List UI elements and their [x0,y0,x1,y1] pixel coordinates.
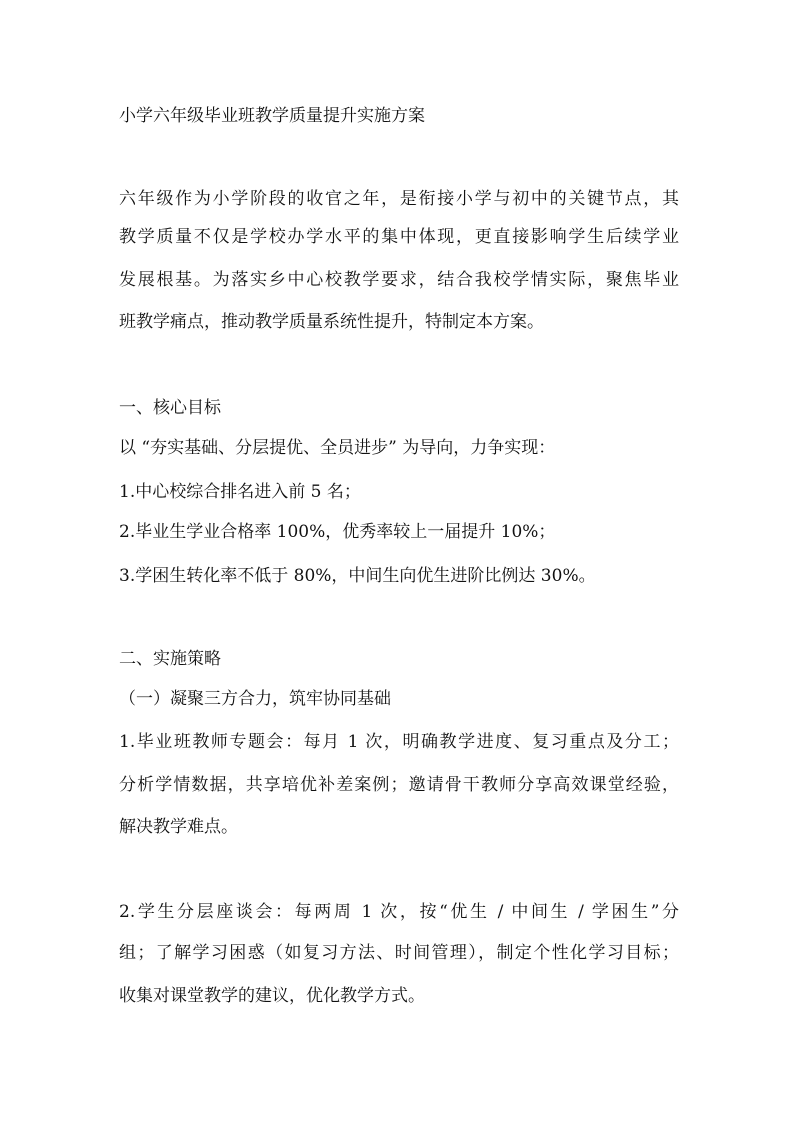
strategy-1-line-2: 分析学情数据，共享培优补差案例；邀请骨干教师分享高效课堂经验， [119,775,679,795]
strategy-2-line-2: 组；了解学习困惑（如复习方法、时间管理），制定个性化学习目标； [119,943,679,963]
intro-line-1: 六年级作为小学阶段的收官之年，是衔接小学与初中的关键节点，其 [119,189,679,209]
strategy-2-line-1: 2.学生分层座谈会：每两周 1 次，按“优生 / 中间生 / 学困生”分 [119,902,679,922]
section-2-heading: 二、实施策略 [119,649,221,669]
intro-line-3: 发展根基。为落实乡中心校教学要求，结合我校学情实际，聚焦毕业 [119,270,679,290]
strategy-2-line-3: 收集对课堂教学的建议，优化教学方式。 [119,986,425,1006]
section-1-lead: 以 “夯实基础、分层提优、全员进步” 为导向，力争实现： [119,438,556,458]
goal-item-3: 3.学困生转化率不低于 80%，中间生向优生进阶比例达 30%。 [119,566,596,586]
document-title: 小学六年级毕业班教学质量提升实施方案 [119,106,425,126]
strategy-1-line-1: 1.毕业班教师专题会：每月 1 次，明确教学进度、复习重点及分工； [119,732,679,752]
goal-item-2: 2.毕业生学业合格率 100%，优秀率较上一届提升 10%； [119,522,556,542]
goal-item-1: 1.中心校综合排名进入前 5 名； [119,482,361,502]
section-1-heading: 一、核心目标 [119,398,221,418]
strategy-1-line-3: 解决教学难点。 [119,817,238,837]
section-2-subheading: （一）凝聚三方合力，筑牢协同基础 [119,689,391,709]
intro-line-2: 教学质量不仅是学校办学水平的集中体现，更直接影响学生后续学业 [119,227,679,247]
intro-line-4: 班教学痛点，推动教学质量系统性提升，特制定本方案。 [119,312,544,332]
